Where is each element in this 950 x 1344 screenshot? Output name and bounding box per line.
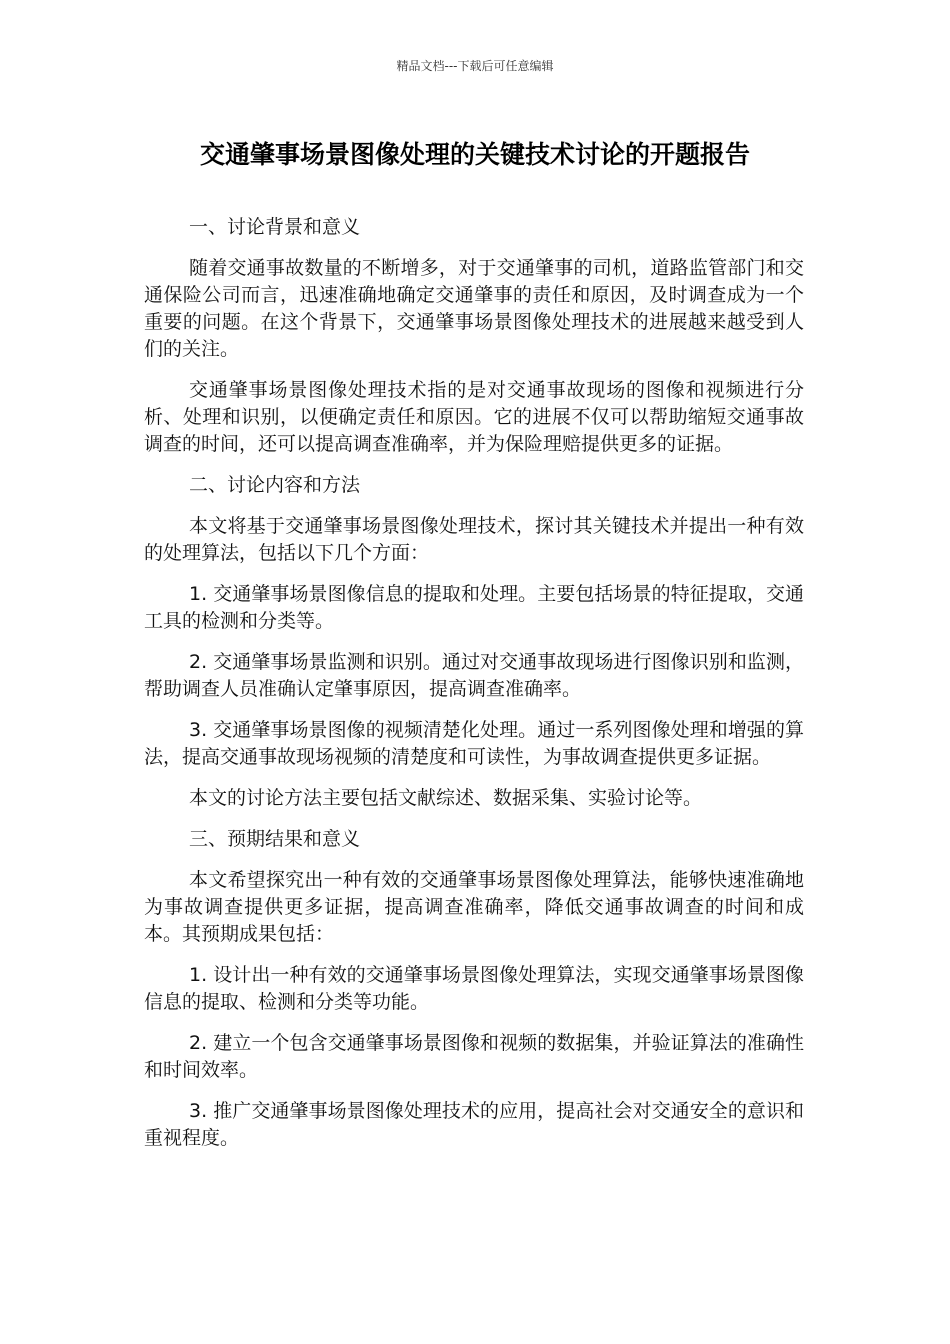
paragraph: 本文希望探究出一种有效的交通肇事场景图像处理算法，能够快速准确地为事故调查提供更多证据，提高调查准确率，降低交通事故调查的时间和成本。其预期成果包括：	[144, 869, 804, 945]
list-item: 3. 交通肇事场景图像的视频清楚化处理。通过一系列图像处理和增强的算法，提高交通事故现场视频的清楚度和可读性，为事故调查提供更多证据。	[144, 719, 804, 768]
list-item: 1. 设计出一种有效的交通肇事场景图像处理算法，实现交通肇事场景图像信息的提取、检测和分类等功能。	[144, 964, 804, 1013]
section-heading-content-methods: 二、讨论内容和方法	[189, 474, 361, 496]
list-item: 2. 建立一个包含交通肇事场景图像和视频的数据集，并验证算法的准确性和时间效率。	[144, 1032, 804, 1081]
list-item: 1. 交通肇事场景图像信息的提取和处理。主要包括场景的特征提取，交通工具的检测和分类等。	[144, 583, 804, 632]
document-body	[144, 214, 804, 1166]
section-heading-expected-results: 三、预期结果和意义	[189, 828, 361, 850]
paragraph: 本文的讨论方法主要包括文献综述、数据采集、实验讨论等。	[189, 787, 703, 809]
list-item: 2. 交通肇事场景监测和识别。通过对交通事故现场进行图像识别和监测，帮助调查人员准确认定肇事原因，提高调查准确率。	[144, 651, 804, 700]
paragraph: 本文将基于交通肇事场景图像处理技术，探讨其关键技术并提出一种有效的处理算法，包括以下几个方面：	[144, 515, 804, 564]
page-header: 精品文档---下载后可任意编辑	[396, 59, 554, 73]
section-heading-background: 一、讨论背景和意义	[189, 216, 361, 238]
paragraph: 交通肇事场景图像处理技术指的是对交通事故现场的图像和视频进行分析、处理和识别，以便确定责任和原因。它的进展不仅可以帮助缩短交通事故调查的时间，还可以提高调查准确率，并为保险理赔提供更多的证据。	[144, 379, 804, 455]
paragraph: 随着交通事故数量的不断增多，对于交通肇事的司机，道路监管部门和交通保险公司而言，迅速准确地确定交通肇事的责任和原因，及时调查成为一个重要的问题。在这个背景下，交通肇事场景图像处理技术的进展越来越受到人们的关注。	[144, 257, 804, 360]
list-item: 3. 推广交通肇事场景图像处理技术的应用，提高社会对交通安全的意识和重视程度。	[144, 1100, 804, 1149]
document-title: 交通肇事场景图像处理的关键技术讨论的开题报告	[199, 140, 750, 169]
